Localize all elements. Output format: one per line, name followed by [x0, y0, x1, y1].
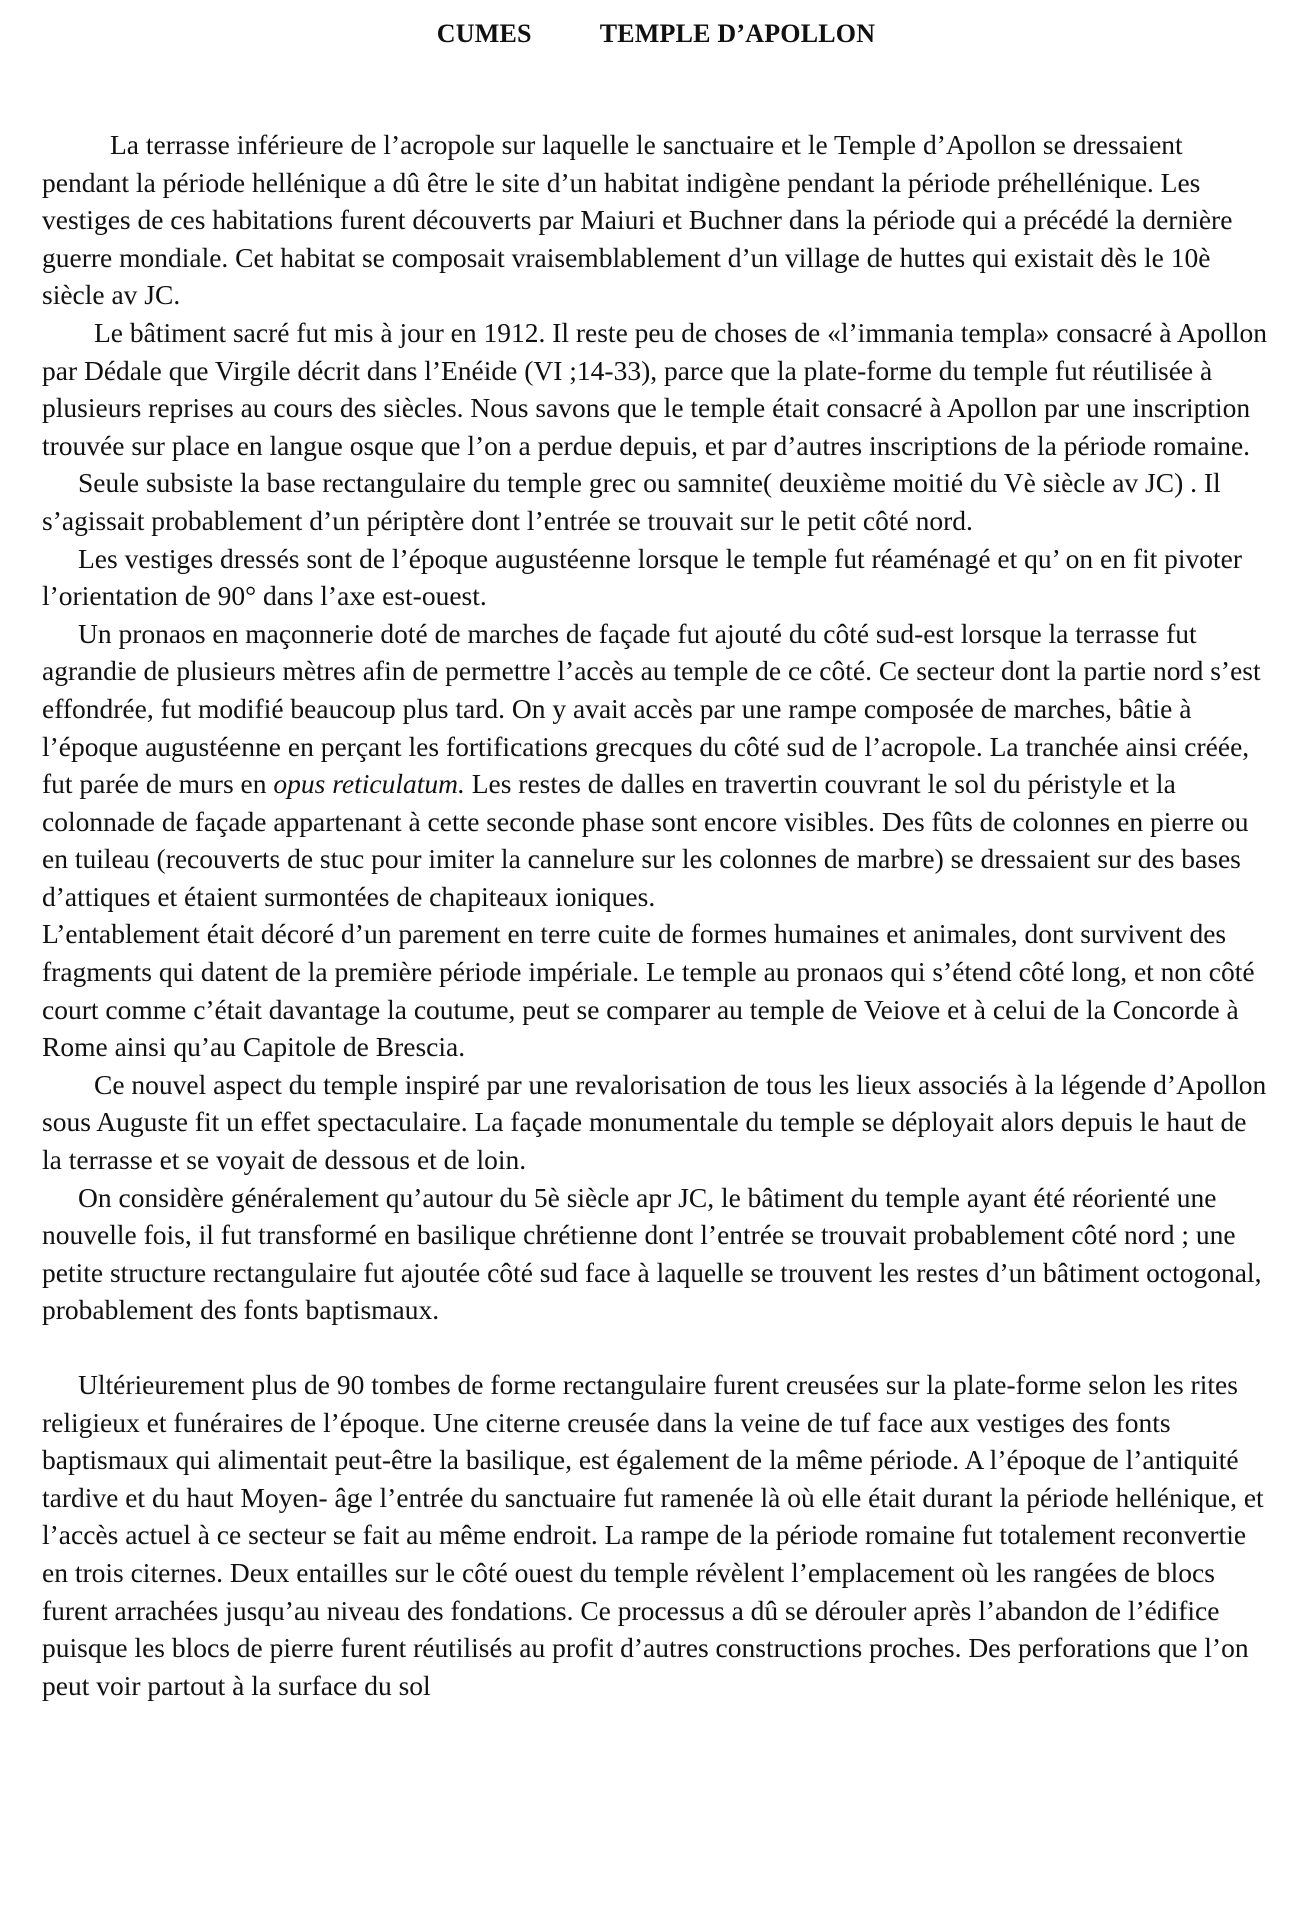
page-title	[42, 14, 1270, 54]
body-text	[42, 126, 1270, 1704]
paragraph-4: Les vestiges dressés sont de l’époque augustéenne lorsque le temple fut réaménagé et qu’ on en fit pivoter l’orientation de 90° dans l’axe est-ouest.	[42, 542, 1243, 612]
paragraph-7: Ce nouvel aspect du temple inspiré par une revalorisation de tous les lieux associés à la légende d’Apollon sous Auguste fit un effet spectaculaire. La façade monumentale du temple se déployait alors depuis le haut de la terrasse et se voyait de dessous et de loin.	[42, 1068, 1267, 1176]
paragraph-5-continued: Les restes de dalles en travertin couvrant le sol du péristyle et la colonnade de façade appartenant à cette seconde phase sont encore visibles. Des fûts de colonnes en pierre ou en tuileau (recouverts de stuc pour imiter la cannelure sur les colonnes de marbre) se dressaient sur des bases d’attiques et étaient surmontées de chapiteaux ioniques.	[42, 768, 1249, 912]
title-right: TEMPLE D’APOLLON	[599, 19, 876, 48]
paragraph-5-text: Un pronaos en maçonnerie doté de marches de façade fut ajouté du côté sud-est lorsque la terrasse fut agrandie de plusieurs mètres afin de permettre l’accès au temple de ce côté. Ce secteur dont la partie nord s’est effondrée, fut modifié beaucoup plus tard. On y avait accès par une rampe composée de marches, bâtie à l’époque augustéenne en perçant les fortifications grecques du côté sud de l’acropole. La tranchée ainsi créée, fut parée de murs en	[42, 617, 1261, 800]
title-left: CUMES	[436, 19, 532, 48]
paragraph-6: L’entablement était décoré d’un parement en terre cuite de formes humaines et animales, dont survivent des fragments qui datent de la première période impériale. Le temple au pronaos qui s’étend côté long, et non côté court comme c’était davantage la coutume, peut se comparer au temple de Veiove et à celui de la Concorde à Rome ainsi qu’au Capitole de Brescia.	[42, 918, 1255, 1063]
paragraph-9: Ultérieurement plus de 90 tombes de forme rectangulaire furent creusées sur la plate-forme selon les rites religieux et funéraires de l’époque. Une citerne creusée dans la veine de tuf face aux vestiges des fonts baptismaux qui alimentait peut-être la basilique, est également de la même période. A l’époque de l’antiquité tardive et du haut Moyen- âge l’entrée du sanctuaire fut ramenée là où elle était durant la période hellénique, et l’accès actuel à ce secteur se fait au même endroit. La rampe de la période romaine fut totalement reconvertie en trois citernes. Deux entailles sur le côté ouest du temple révèlent l’emplacement où les rangées de blocs furent arrachées jusqu’au niveau des fondations. Ce processus a dû se dérouler après l’abandon de l’édifice puisque les blocs de pierre furent réutilisés au profit d’autres constructions proches. Des perforations que l’on peut voir partout à la surface du sol	[42, 1369, 1264, 1701]
paragraph-5-italic: opus reticulatum.	[273, 768, 465, 800]
paragraph-8: On considère généralement qu’autour du 5è siècle apr JC, le bâtiment du temple ayant été réorienté une nouvelle fois, il fut transformé en basilique chrétienne dont l’entrée se trouvait probablement côté nord ; une petite structure rectangulaire fut ajoutée côté sud face à laquelle se trouvent les restes d’un bâtiment octogonal, probablement des fonts baptismaux.	[42, 1181, 1262, 1326]
paragraph-3: Seule subsiste la base rectangulaire du temple grec ou samnite( deuxième moitié du Vè siècle av JC) . Il s’agissait probablement d’un périptère dont l’entrée se trouvait sur le petit côté nord.	[42, 467, 1221, 536]
paragraph-5	[42, 615, 1270, 916]
paragraph-1: La terrasse inférieure de l’acropole sur laquelle le sanctuaire et le Temple d’Apollon se dressaient pendant la période hellénique a dû être le site d’un habitat indigène pendant la période préhellénique. Les vestiges de ces habitations furent découverts par Maiuri et Buchner dans la période qui a précédé la dernière guerre mondiale. Cet habitat se composait vraisemblablement d’un village de huttes qui existait dès le 10è siècle av JC.	[42, 129, 1233, 311]
paragraph-2: Le bâtiment sacré fut mis à jour en 1912. Il reste peu de choses de «l’immania templa» consacré à Apollon par Dédale que Virgile décrit dans l’Enéide (VI ;14-33), parce que la plate-forme du temple fut réutilisée à plusieurs reprises au cours des siècles. Nous savons que le temple était consacré à Apollon par une inscription trouvée sur place en langue osque que l’on a perdue depuis, et par d’autres inscriptions de la période romaine.	[42, 316, 1267, 461]
